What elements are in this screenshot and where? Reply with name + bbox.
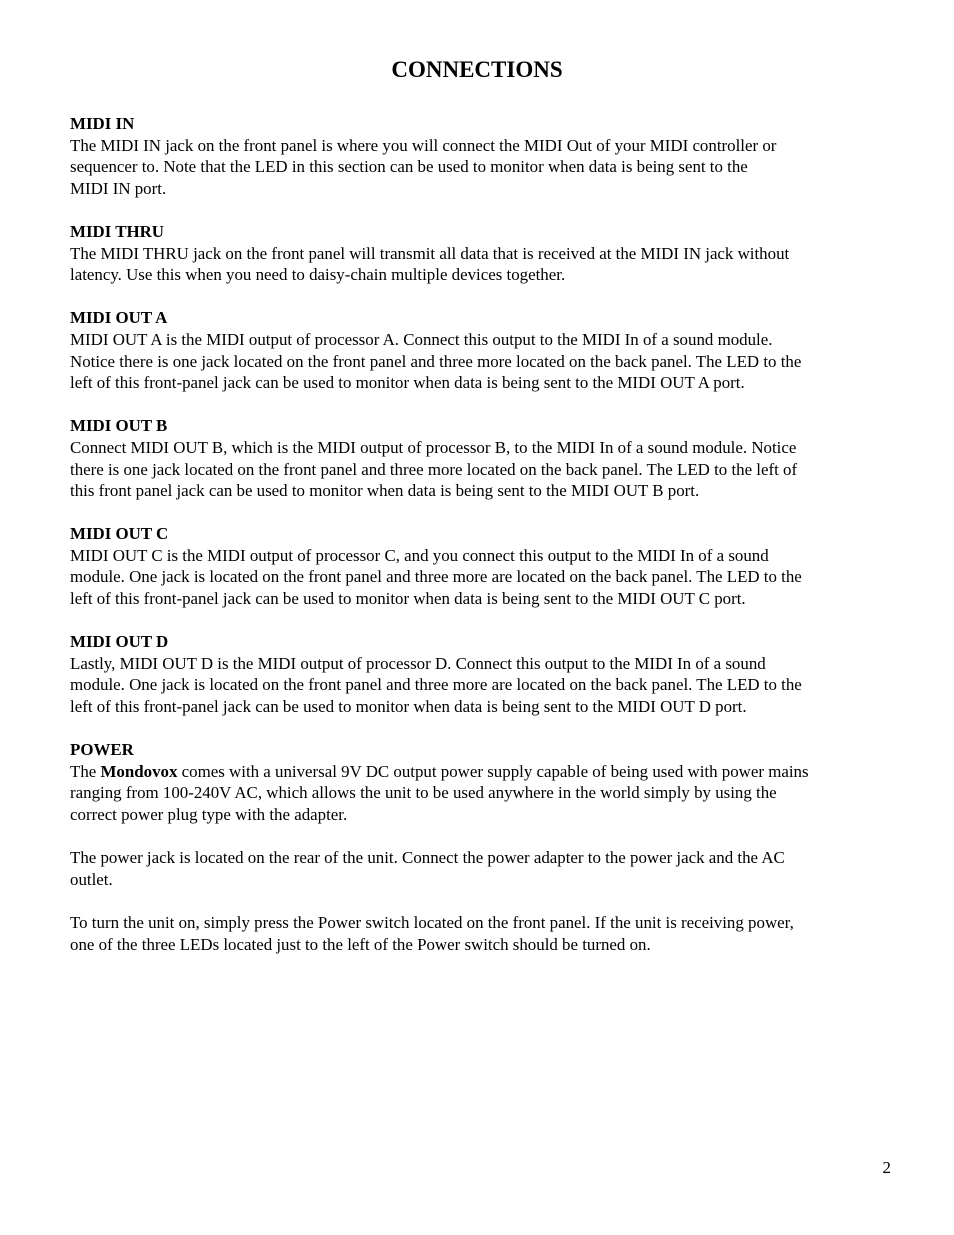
section-paragraph xyxy=(70,545,900,610)
power-paragraph-switch xyxy=(70,912,900,955)
section-paragraph xyxy=(70,329,900,394)
section-paragraph xyxy=(70,243,900,286)
text-line: outlet. xyxy=(70,869,113,889)
section-paragraph xyxy=(70,653,900,718)
text-line: there is one jack located on the front panel and three more located on the back panel. The LED to the left of xyxy=(70,459,798,479)
section-heading: MIDI THRU xyxy=(70,221,165,241)
text-line: sequencer to. Note that the LED in this section can be used to monitor when data is being sent to the xyxy=(70,157,748,177)
section-paragraph xyxy=(70,135,900,200)
text-line: The MIDI THRU jack on the front panel will transmit all data that is received at the MIDI IN jack without xyxy=(70,243,790,263)
text-line: The MIDI IN jack on the front panel is where you will connect the MIDI Out of your MIDI controller or xyxy=(70,135,777,155)
text-line: latency. Use this when you need to daisy-chain multiple devices together. xyxy=(70,265,566,285)
text-line: To turn the unit on, simply press the Power switch located on the front panel. If the unit is receiving power, xyxy=(70,912,794,932)
brand-name: Mondovox xyxy=(100,761,178,781)
text-line: left of this front-panel jack can be used to monitor when data is being sent to the MIDI OUT C port. xyxy=(70,589,746,609)
text-line: The power jack is located on the rear of the unit. Connect the power adapter to the power jack and the AC xyxy=(70,848,785,868)
text-line: ranging from 100-240V AC, which allows the unit to be used anywhere in the world simply by using the xyxy=(70,783,777,803)
text-fragment: The xyxy=(70,761,101,781)
text-line: this front panel jack can be used to monitor when data is being sent to the MIDI OUT B port. xyxy=(70,481,700,501)
section-heading: MIDI IN xyxy=(70,114,135,133)
document-body xyxy=(70,113,900,977)
section-paragraph xyxy=(70,437,900,502)
section-heading: MIDI OUT C xyxy=(70,524,169,544)
text-fragment: comes with a universal 9V DC output power supply capable of being used with power mains xyxy=(177,761,809,781)
text-line: MIDI OUT C is the MIDI output of processor C, and you connect this output to the MIDI In of a sound xyxy=(70,545,769,565)
text-line: correct power plug type with the adapter. xyxy=(70,805,348,824)
text-line: left of this front-panel jack can be used to monitor when data is being sent to the MIDI OUT A port. xyxy=(70,373,745,393)
power-paragraph-jack xyxy=(70,847,900,890)
text-line: MIDI OUT A is the MIDI output of processor A. Connect this output to the MIDI In of a sound module. xyxy=(70,329,773,349)
text-line: module. One jack is located on the front panel and three more are located on the back panel. The LED to the xyxy=(70,675,802,695)
text-line: left of this front-panel jack can be used to monitor when data is being sent to the MIDI OUT D port. xyxy=(70,697,747,717)
text-line: module. One jack is located on the front panel and three more are located on the back panel. The LED to the xyxy=(70,567,802,587)
section-midi-out-d xyxy=(70,631,900,717)
text-line: Lastly, MIDI OUT D is the MIDI output of processor D. Connect this output to the MIDI In of a sound xyxy=(70,653,766,673)
section-midi-out-b xyxy=(70,415,900,501)
power-paragraph-supply xyxy=(70,761,900,826)
text-line: Notice there is one jack located on the front panel and three more located on the back panel. The LED to the xyxy=(70,351,802,371)
text-line: MIDI IN port. xyxy=(70,178,167,198)
page-title: CONNECTIONS xyxy=(391,57,563,82)
section-midi-in xyxy=(70,113,900,199)
section-heading: MIDI OUT A xyxy=(70,308,168,328)
text-line: one of the three LEDs located just to the left of the Power switch should be turned on. xyxy=(70,934,651,954)
section-heading: MIDI OUT D xyxy=(70,632,169,652)
section-power xyxy=(70,739,900,955)
text-line: Connect MIDI OUT B, which is the MIDI output of processor B, to the MIDI In of a sound module. Notice xyxy=(70,437,797,457)
section-midi-out-c xyxy=(70,523,900,609)
section-heading: POWER xyxy=(70,740,134,760)
page-number: 2 xyxy=(882,1158,891,1177)
section-midi-thru xyxy=(70,221,900,286)
section-midi-out-a xyxy=(70,307,900,393)
section-heading: MIDI OUT B xyxy=(70,416,168,436)
